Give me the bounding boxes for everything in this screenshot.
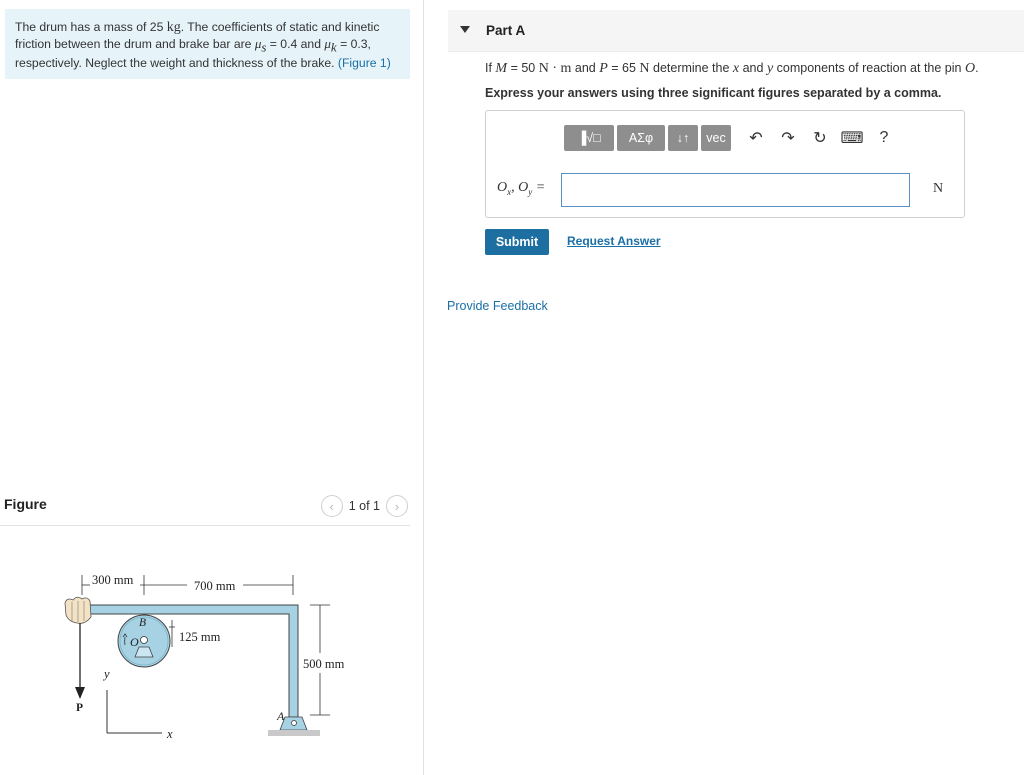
answer-instruction: Express your answers using three significant figures separated by a comma. <box>485 86 942 100</box>
redo-button[interactable] <box>772 125 804 151</box>
chevron-left-icon: ‹ <box>329 498 334 514</box>
undo-button[interactable] <box>740 125 772 151</box>
answer-label-x: x <box>507 186 512 197</box>
keyboard-button[interactable] <box>836 125 868 151</box>
figure-header <box>0 492 410 526</box>
math-toolbar <box>564 125 900 151</box>
brake-bar <box>69 605 298 717</box>
dim-500-label: 500 mm <box>303 657 345 671</box>
figure-link[interactable]: (Figure 1) <box>337 56 391 71</box>
axis-y-label: y <box>104 667 110 681</box>
question-segment: If <box>485 61 496 75</box>
mu-k-symbol: μ <box>324 36 331 51</box>
force-p-label: P <box>76 702 84 714</box>
figure-counter: 1 of 1 <box>348 499 380 513</box>
moment-symbol: M <box>495 61 508 76</box>
mu-s-symbol: μ <box>254 36 262 51</box>
mass-unit: kg <box>166 20 181 35</box>
part-a-header[interactable] <box>448 10 1024 52</box>
pin-support-a <box>268 717 320 736</box>
reset-icon: ↻ <box>813 130 827 147</box>
figure-title: Figure <box>4 496 47 512</box>
greek-icon: ΑΣφ <box>628 131 654 145</box>
panel-divider <box>423 0 424 775</box>
question-text <box>485 61 979 77</box>
question-segment: determine the <box>649 61 733 75</box>
moment-unit: N · m <box>538 61 572 76</box>
answer-label-o: O <box>497 180 508 195</box>
axis-x-label: x <box>167 727 173 741</box>
problem-text-1: The drum has a mass of 25 <box>15 20 167 34</box>
figure-pager <box>321 495 408 517</box>
answer-unit: N <box>933 181 944 196</box>
force-unit: N <box>639 61 650 76</box>
point-a-label: A <box>277 709 285 723</box>
collapse-caret-icon[interactable] <box>460 26 470 33</box>
vector-button[interactable] <box>701 125 731 151</box>
y-symbol: y <box>766 61 774 76</box>
help-button[interactable] <box>868 125 900 151</box>
force-symbol: P <box>599 61 608 76</box>
problem-statement <box>5 9 410 79</box>
keyboard-icon: ⌨ <box>840 130 864 147</box>
hand <box>65 597 91 623</box>
force-p-arrow <box>75 623 85 699</box>
arrows-button[interactable] <box>668 125 698 151</box>
answer-label-separator: , <box>511 180 519 195</box>
redo-icon: ↷ <box>781 130 795 147</box>
greek-symbols-button[interactable] <box>617 125 665 151</box>
answer-label-equals: = <box>532 180 546 195</box>
answer-label-y: y <box>528 186 533 197</box>
previous-figure-button[interactable] <box>321 495 343 517</box>
help-icon: ? <box>879 129 889 146</box>
problem-text-3: respectively. Neglect the weight and thickness of the brake. <box>15 56 338 71</box>
answer-input[interactable] <box>561 173 910 207</box>
undo-icon: ↶ <box>749 130 763 147</box>
point-o-label: O <box>130 635 139 649</box>
arrows-icon: ↓↑ <box>676 131 690 145</box>
mu-k-value: = 0.3, <box>336 37 371 51</box>
next-figure-button[interactable] <box>386 495 408 517</box>
dim-125-label: 125 mm <box>179 630 221 644</box>
problem-text-2: . The coefficients of static and kinetic friction between the drum and brake bar are <box>15 20 380 51</box>
answer-label <box>497 180 545 197</box>
dim-300-label: 300 mm <box>92 573 134 587</box>
reset-button[interactable] <box>804 125 836 151</box>
x-symbol: x <box>732 61 740 76</box>
templates-icon: ▐√□ <box>577 131 601 145</box>
answer-label-o: O <box>518 180 529 195</box>
mu-s-subscript: s <box>261 39 267 55</box>
request-answer-link[interactable]: Request Answer <box>567 234 661 248</box>
question-segment: and <box>739 61 767 75</box>
question-segment: components of reaction at the pin <box>773 61 965 75</box>
chevron-right-icon: › <box>394 498 400 514</box>
mu-s-value: = 0.4 and <box>266 37 325 51</box>
part-title: Part A <box>486 23 526 38</box>
question-segment: . <box>975 61 979 75</box>
pin-symbol: O <box>964 61 976 76</box>
submit-button[interactable]: Submit <box>485 229 549 255</box>
vec-icon: vec <box>706 131 726 145</box>
question-segment: = 50 <box>507 61 539 75</box>
question-segment: = 65 <box>607 61 640 75</box>
point-b-label: B <box>139 617 147 629</box>
provide-feedback-link[interactable]: Provide Feedback <box>447 299 548 313</box>
question-segment: and <box>571 61 600 75</box>
templates-button[interactable] <box>564 125 614 151</box>
dim-700-label: 700 mm <box>194 579 236 593</box>
mu-k-subscript: k <box>330 39 337 55</box>
brake-drum-figure <box>55 565 365 755</box>
answer-box <box>485 110 965 218</box>
